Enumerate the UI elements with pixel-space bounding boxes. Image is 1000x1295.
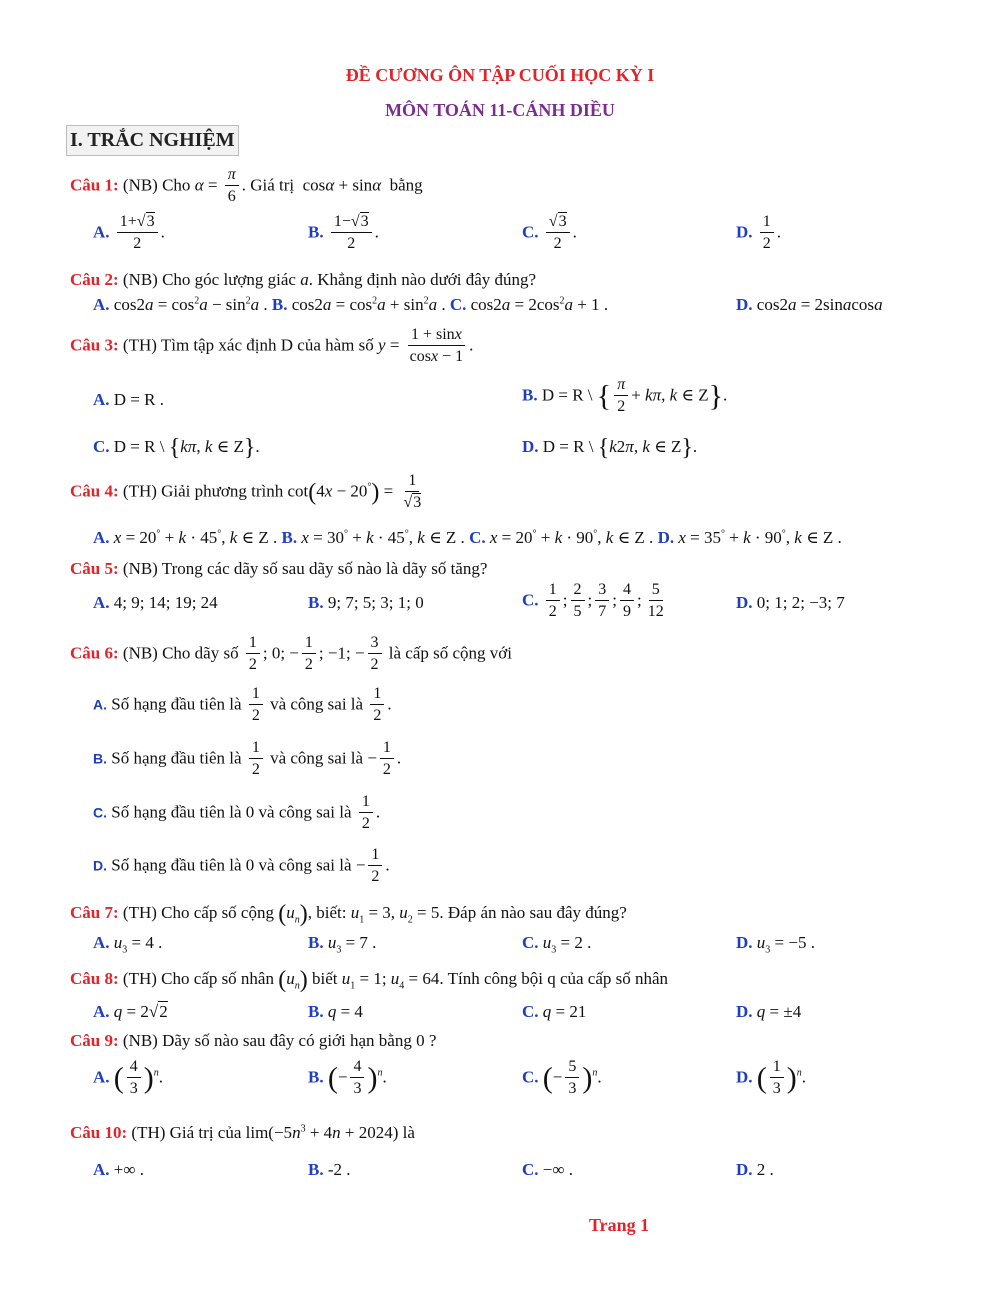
question-label: Câu 1:: [70, 175, 119, 195]
q4-option-c[interactable]: C.: [469, 528, 486, 547]
q8-option-a[interactable]: A. q = 2√2: [93, 1002, 168, 1021]
q6-option-d[interactable]: D. Số hạng đầu tiên là 0 và công sai là − $\frac{1}{2}$ .: [93, 846, 390, 886]
question-10: Câu 10: (TH) Giá trị của $\lim(-5n^3 + 4n + 2024)$ là: [70, 1123, 415, 1142]
q7-option-b[interactable]: B. $u_3 = 7$ .: [308, 933, 377, 956]
q4-options: A. x = 20° + k · 45°, k ∈ Z . B. x = 30° + k · 45°, k ∈ Z . C. x = 20° + k · 90°, k ∈ Z . D. x = 35° + k · 90°, k ∈ Z .: [93, 528, 842, 547]
q1-option-a[interactable]: A. $\frac{1+√3}{2}$ .: [93, 213, 165, 253]
q5-option-c[interactable]: C. $\frac{1}{2}$ ; $\frac{2}{5}$ ; $\frac{3}{7}$ ; $\frac{4}{9}$ ; $\frac{5}{12}$: [522, 581, 664, 621]
q5-option-a[interactable]: A. 4; 9; 14; 19; 24: [93, 593, 218, 612]
q10-option-d[interactable]: D. 2 .: [736, 1160, 774, 1179]
q2-option-c[interactable]: C.: [449, 295, 467, 314]
q3-option-c[interactable]: C. D = R \ {kπ, k ∈ Z}.: [93, 435, 260, 461]
q2-option-a[interactable]: A.: [93, 295, 110, 314]
q4-option-d[interactable]: D.: [657, 528, 675, 547]
page-number: Trang 1: [589, 1215, 650, 1235]
q7-option-c[interactable]: C. $u_3 = 2$ .: [522, 933, 592, 956]
q9-option-b[interactable]: B. (− $\frac{4}{3}$ )$^n$.: [308, 1058, 387, 1098]
q3-option-b[interactable]: B. D = R \ { $\frac{\pi}{2}$ + kπ, k ∈ Z}.: [522, 376, 728, 416]
question-8: Câu 8: (TH) Cho cấp số nhân $(u_n)$ biết $u_1 = 1$; $u_4 = 64$. Tính công bội q của cấp số nhân: [70, 967, 669, 993]
document-title: ĐỀ CƯƠNG ÔN TẬP CUỐI HỌC KỲ I: [345, 65, 655, 85]
question-2: Câu 2: (NB) Cho góc lượng giác a. Khẳng định nào dưới đây đúng?: [70, 270, 537, 289]
q9-option-a[interactable]: A. ( $\frac{4}{3}$ )$^n$.: [93, 1058, 164, 1098]
q7-option-a[interactable]: A. $u_3 = 4$ .: [93, 933, 163, 956]
q9-option-d[interactable]: D. ( $\frac{1}{3}$ )$^n$.: [736, 1058, 807, 1098]
question-6: Câu 6: (NB) Cho dãy số $\frac{1}{2}$ ; 0; − $\frac{1}{2}$ ; −1; − $\frac{3}{2}$ là cấp số cộng với: [70, 634, 513, 674]
q6-option-c[interactable]: C. Số hạng đầu tiên là 0 và công sai là $\frac{1}{2}$ .: [93, 793, 381, 833]
q6-option-b[interactable]: B. Số hạng đầu tiên là $\frac{1}{2}$ và công sai là − $\frac{1}{2}$ .: [93, 739, 402, 779]
q2-option-b[interactable]: B.: [271, 295, 288, 314]
q5-option-b[interactable]: B. 9; 7; 5; 3; 1; 0: [308, 593, 424, 612]
question-7: Câu 7: (TH) Cho cấp số cộng $(u_n)$, biết: $u_1 = 3$, $u_2 = 5$. Đáp án nào sau đây đúng?: [70, 901, 627, 927]
question-5: Câu 5: (NB) Trong các dãy số sau dãy số nào là dãy số tăng?: [70, 559, 488, 578]
q10-option-c[interactable]: C. −∞ .: [522, 1160, 573, 1179]
q4-option-a[interactable]: A.: [93, 528, 110, 547]
document-subtitle: MÔN TOÁN 11-CÁNH DIỀU: [385, 100, 615, 120]
q8-option-d[interactable]: D. q = ±4: [736, 1002, 802, 1021]
question-3: Câu 3: (TH) Tìm tập xác định D của hàm số y = $\frac{1 + \sin x}{\cos x - 1}$ .: [70, 326, 474, 366]
q2-options: A. $\cos 2a = \cos^2a - \sin^2a$ . B. $\cos 2a = \cos^2a + \sin^2a$ . C. $\cos 2a = 2\cos^2a + 1$ .: [93, 295, 609, 314]
q1-option-c[interactable]: C. $\frac{√3}{2}$ .: [522, 213, 577, 253]
section-heading: I. TRẮC NGHIỆM: [66, 125, 239, 156]
q6-option-a[interactable]: A. Số hạng đầu tiên là $\frac{1}{2}$ và công sai là $\frac{1}{2}$ .: [93, 685, 392, 725]
q1-option-d[interactable]: D. $\frac{1}{2}$ .: [736, 213, 782, 253]
q10-option-a[interactable]: A. +∞ .: [93, 1160, 144, 1179]
q7-option-d[interactable]: D. $u_3 = -5$ .: [736, 933, 815, 956]
q2-option-d[interactable]: D. cos2a = 2sinacosa: [736, 295, 883, 314]
q1-option-b[interactable]: B. $\frac{1-√3}{2}$ .: [308, 213, 379, 253]
q3-option-a[interactable]: A. D = R .: [93, 390, 164, 409]
q8-option-c[interactable]: C. q = 21: [522, 1002, 587, 1021]
q10-option-b[interactable]: B. -2 .: [308, 1160, 351, 1179]
question-9: Câu 9: (NB) Dãy số nào sau đây có giới hạn bằng 0 ?: [70, 1031, 437, 1050]
question-4: Câu 4: (TH) Giải phương trình cot(4x − 20°) = $\frac{1}{√3}$: [70, 472, 422, 512]
q9-option-c[interactable]: C. (− $\frac{5}{3}$ )$^n$.: [522, 1058, 602, 1098]
q8-option-b[interactable]: B. q = 4: [308, 1002, 363, 1021]
q4-option-b[interactable]: B.: [281, 528, 298, 547]
q3-option-d[interactable]: D. D = R \ {k2π, k ∈ Z}.: [522, 435, 698, 461]
question-1: Câu 1: (NB) Cho α = $\frac{\pi}{6}$ . Giá trị cosα + sinα bằng: [70, 166, 423, 206]
q5-option-d[interactable]: D. 0; 1; 2; −3; 7: [736, 593, 845, 612]
